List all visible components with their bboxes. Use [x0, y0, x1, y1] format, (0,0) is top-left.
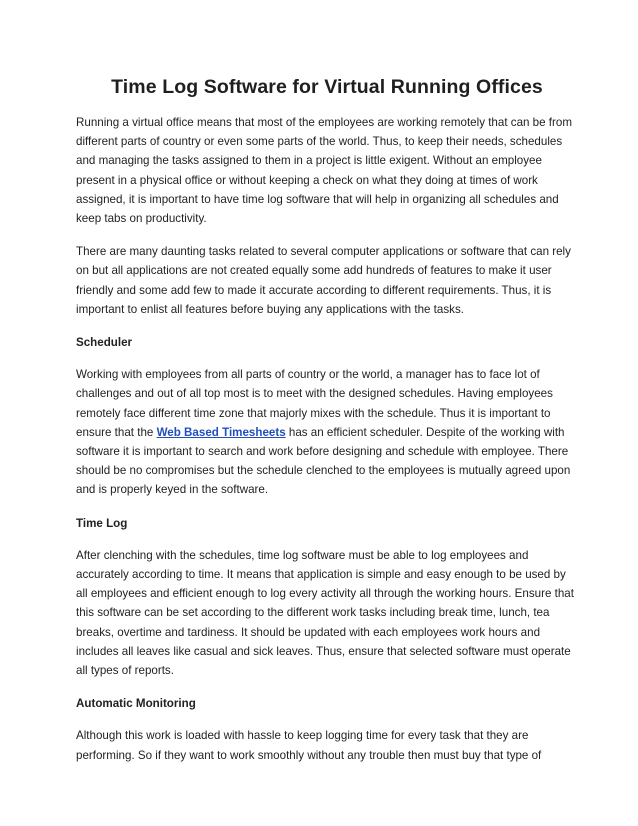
scheduler-text-after-link: has an efficient scheduler. Despite of the working with software it is important to search and work before designing and schedule with employee. There should be no compromises but the schedule clenched to the employees is mutually agreed upon and is properly keyed in the software. — [76, 425, 571, 497]
section-heading-scheduler: Scheduler — [76, 336, 133, 350]
scheduler-text-before-link: Working with employees from all parts of country or the world, a manager has to face lot of challenges and out of all top most is to meet with the designed schedules. Having employees remotely face different time zone that majorly mixes with the schedule. Thus it is important to ensure that the — [76, 368, 553, 439]
web-based-timesheets-link[interactable]: Web Based Timesheets — [156, 425, 286, 439]
document-title: Time Log Software for Virtual Running Offices — [111, 76, 543, 98]
intro-paragraph-2: There are many daunting tasks related to several computer applications or software that can rely on but all applications are not created equally some add hundreds of features to make it user friendly and some add few to made it accurate according to different requirements. Thus, it is important to enlist all features before buying any applications with the tasks. — [76, 245, 571, 316]
intro-paragraph-1: Running a virtual office means that most of the employees are working remotely that can be from different parts of country or even some parts of the world. Thus, to keep their needs, schedules and managing the tasks assigned to them in a project is little exigent. Without an employee present in a physical office or without keeping a check on what they doing at times of work assigned, it is important to have time log software that will help in organizing all schedules and keep tabs on productivity. — [76, 116, 572, 226]
scheduler-paragraph — [76, 365, 578, 499]
automatic-monitoring-paragraph: Although this work is loaded with hassle to keep logging time for every task that they are performing. So if they want to work smoothly without any trouble then must buy that type of — [76, 729, 542, 762]
time-log-paragraph: After clenching with the schedules, time log software must be able to log employees and accurately according to time. It means that application is simple and easy enough to be used by all employees and efficient enough to log every activity all through the working hours. Ensure that this software can be set according to the different work tasks including break time, lunch, tea breaks, overtime and tardiness. It should be updated with each employees work hours and includes all leaves like casual and sick leaves. Thus, ensure that selected software must operate all types of reports. — [76, 548, 574, 678]
section-heading-time-log: Time Log — [76, 516, 128, 530]
section-heading-automatic-monitoring: Automatic Monitoring — [76, 697, 196, 711]
